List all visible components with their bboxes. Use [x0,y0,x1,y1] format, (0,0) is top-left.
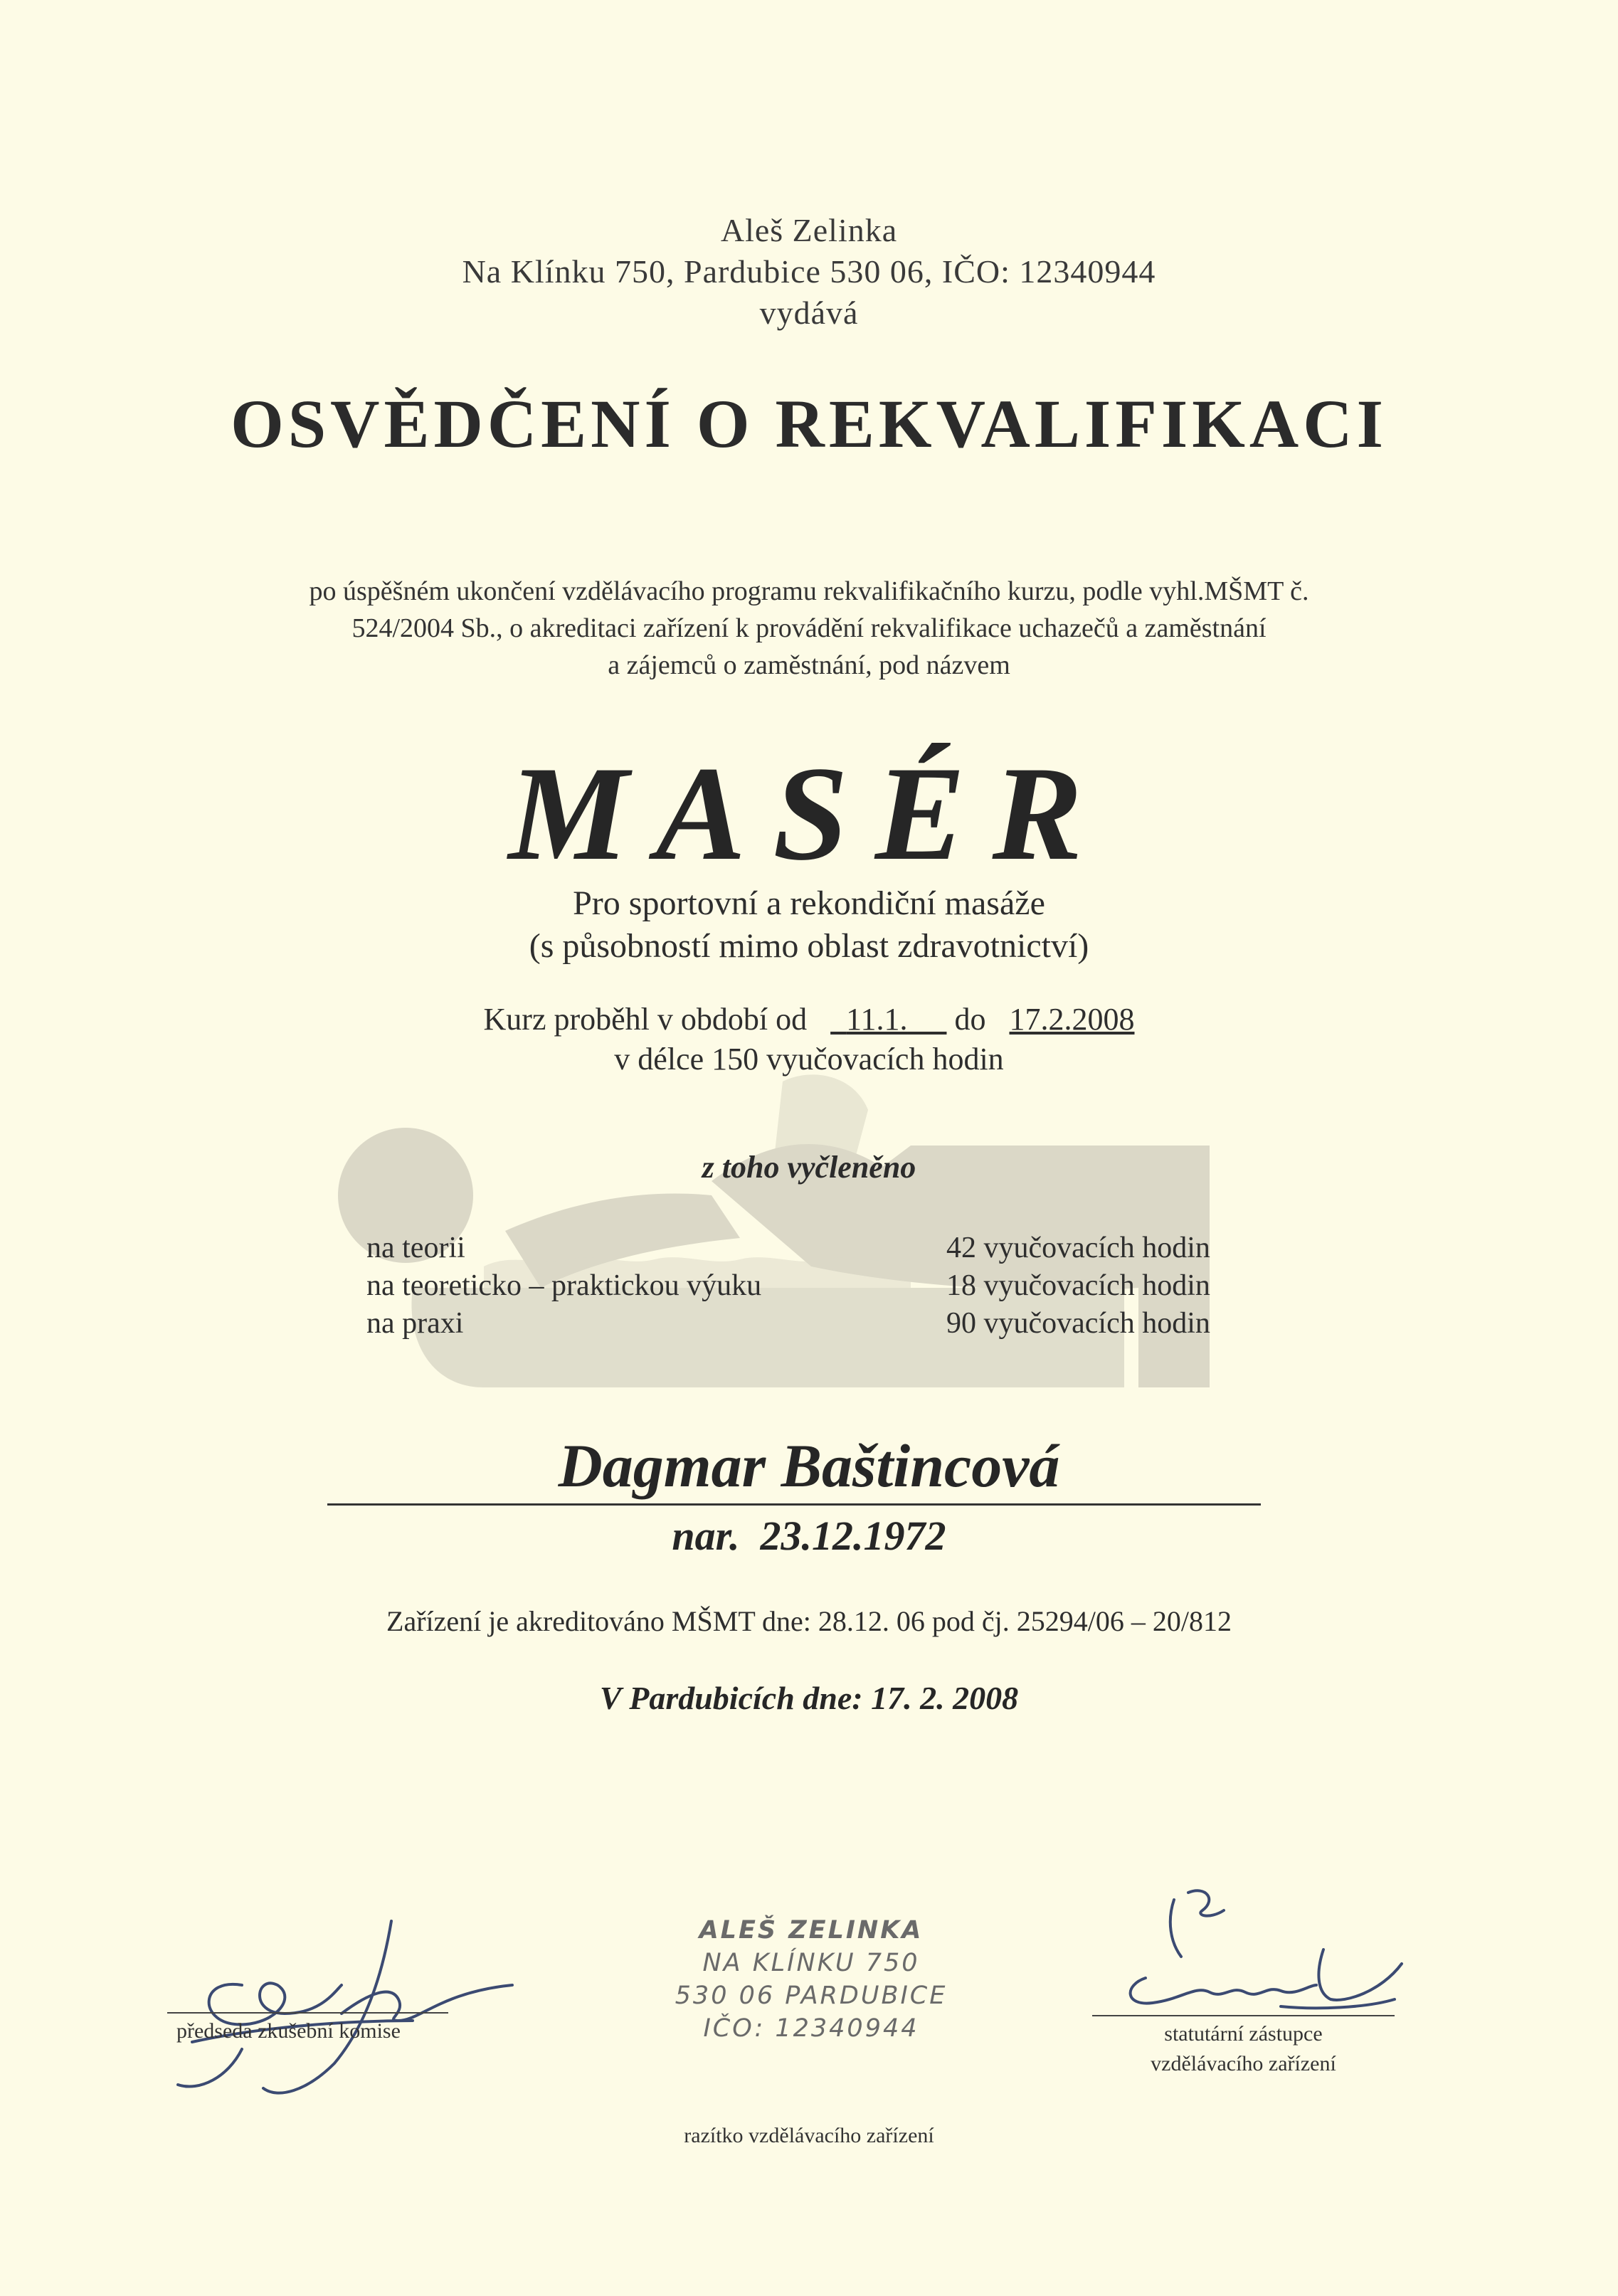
representative-signature-line [1092,2015,1395,2016]
stamp-label: razítko vzdělávacího zařízení [684,2124,934,2147]
chairman-label: předseda zkušební komise [176,2019,401,2043]
stamp-line: IČO: 12340944 [703,2014,919,2043]
period-prefix: Kurz proběhl v období od [483,1002,808,1037]
holder-name: Dagmar Baštincová [558,1432,1060,1500]
intro-line: a zájemců o zaměstnání, pod názvem [608,650,1010,680]
stamp-line: ALEŠ ZELINKA [699,1916,924,1945]
representative-label-2: vzdělávacího zařízení [1151,2052,1336,2075]
breakdown-label: na praxi [366,1307,464,1340]
intro-text [0,573,1618,684]
place-date: V Pardubicích dne: 17. 2. 2008 [599,1680,1019,1716]
holder-birth: nar. 23.12.1972 [672,1513,946,1559]
institution-stamp [640,1914,982,2045]
issuer-name: Aleš Zelinka [720,212,898,248]
breakdown-hours: 42 vyučovacích hodin [946,1232,1210,1264]
issuer-block [0,210,1618,334]
holder-name-underline [327,1503,1261,1506]
certificate-title: OSVĚDČENÍ O REKVALIFIKACI [231,386,1387,462]
breakdown-hours: 90 vyučovacích hodin [946,1307,1210,1340]
breakdown-label: na teorii [366,1232,465,1264]
intro-line: po úspěšném ukončení vzdělávacího programu rekvalifikačního kurzu, podle vyhl.MŠMT č. [309,576,1309,606]
issuer-address: Na Klínku 750, Pardubice 530 06, IČO: 12340944 [462,253,1156,290]
chairman-signature-icon [157,1907,527,2106]
period-line [0,1000,1618,1039]
accreditation-text: Zařízení je akreditováno MŠMT dne: 28.12. 06 pod čj. 25294/06 – 20/812 [386,1605,1232,1637]
period-to-word: do [954,1002,986,1037]
representative-label-1: statutární zástupce [1164,2022,1323,2046]
breakdown-hours: 18 vyučovacích hodin [946,1269,1210,1302]
stamp-line: NA KLÍNKU 750 [702,1949,920,1977]
representative-signature-icon [1082,1878,1416,2035]
issuer-issues: vydává [759,295,859,331]
course-period [0,1000,1618,1079]
period-duration: v délce 150 vyučovacích hodin [614,1042,1004,1076]
representative-label [1092,2019,1395,2079]
course-subtitle-1: Pro sportovní a rekondiční masáže [573,884,1045,922]
breakdown-label: na teoreticko – praktickou výuku [366,1269,762,1302]
course-name: MASÉR [508,739,1110,889]
period-to: 17.2.2008 [1009,1002,1135,1037]
breakdown-title: z toho vyčleněno [702,1150,916,1185]
course-subtitle-2: (s působností mimo oblast zdravotnictví) [529,927,1089,965]
period-from: 11.1. [846,1002,908,1037]
stamp-line: 530 06 PARDUBICE [675,1982,948,2010]
intro-line: 524/2004 Sb., o akreditaci zařízení k provádění rekvalifikace uchazečů a zaměstnání [351,613,1267,643]
chairman-signature-line [167,2012,448,2014]
course-subtitle [0,882,1618,968]
